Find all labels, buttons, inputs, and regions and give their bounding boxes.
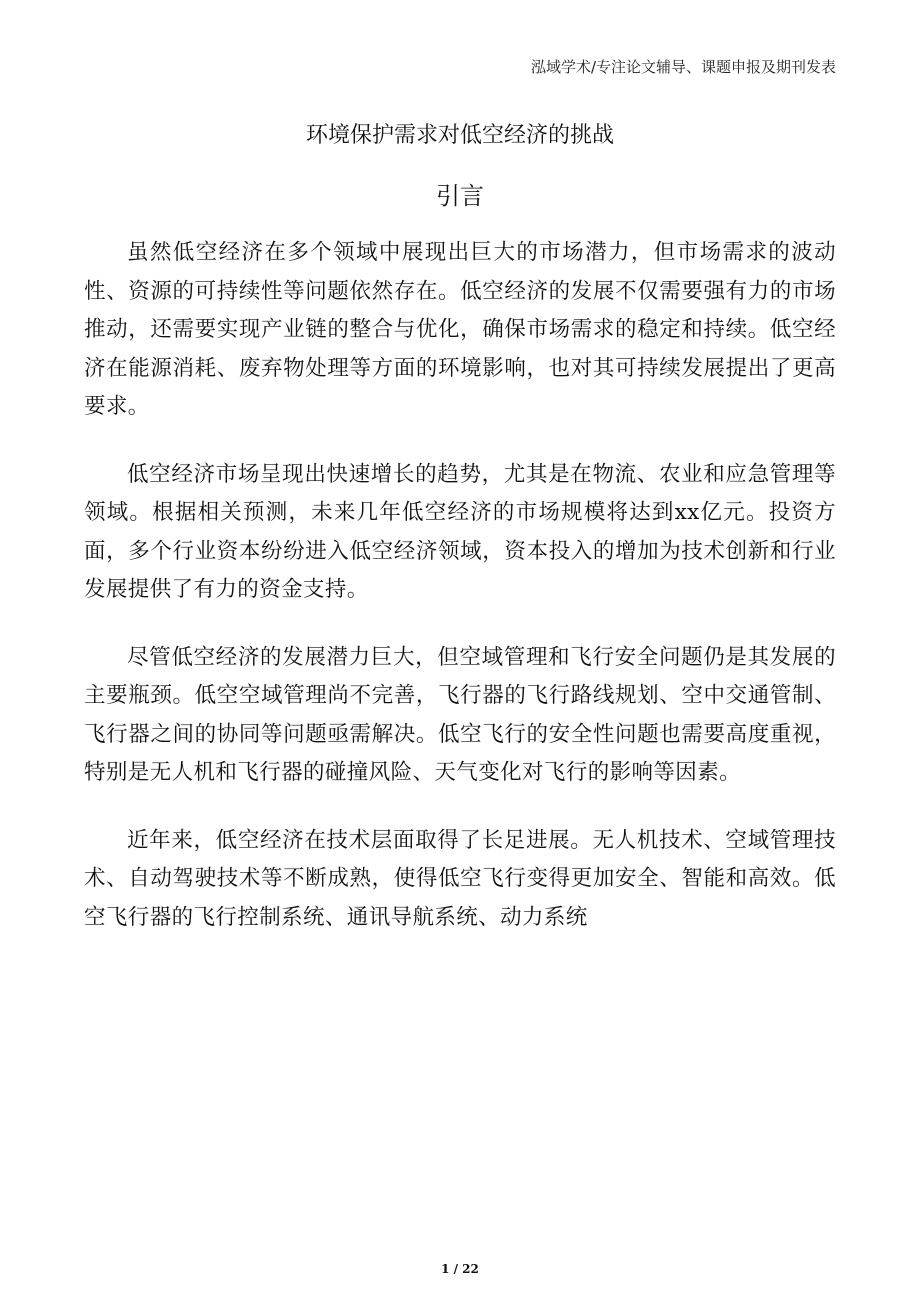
paragraph-1: 虽然低空经济在多个领域中展现出巨大的市场潜力，但市场需求的波动性、资源的可持续性等问题依然存在。低空经济的发展不仅需要强有力的市场推动，还需要实现产业链的整合与优化，确保市场需求的稳定和持续。低空经济在能源消耗、废弃物处理等方面的环境影响，也对其可持续发展提出了更高要求。 xyxy=(84,240,836,419)
paragraph-4: 近年来，低空经济在技术层面取得了长足进展。无人机技术、空域管理技术、自动驾驶技术等不断成熟，使得低空飞行变得更加安全、智能和高效。低空飞行器的飞行控制系统、通讯导航系统、动力系统 xyxy=(84,827,836,930)
page-number: 1 / 22 xyxy=(441,1262,479,1276)
section-heading: 引言 xyxy=(436,182,484,210)
page-header: 泓域学术/专注论文辅导、课题申报及期刊发表 xyxy=(530,58,836,76)
document-title: 环境保护需求对低空经济的挑战 xyxy=(305,123,614,148)
header-divider xyxy=(84,86,836,87)
document-body xyxy=(84,234,836,966)
paragraph-2: 低空经济市场呈现出快速增长的趋势，尤其是在物流、农业和应急管理等领域。根据相关预测，未来几年低空经济的市场规模将达到xx亿元。投资方面，多个行业资本纷纷进入低空经济领域，资本投入的增加为技术创新和行业发展提供了有力的资金支持。 xyxy=(84,461,836,602)
paragraph-3: 尽管低空经济的发展潜力巨大，但空域管理和飞行安全问题仍是其发展的主要瓶颈。低空空域管理尚不完善，飞行器的飞行路线规划、空中交通管制、飞行器之间的协同等问题亟需解决。低空飞行的安全性问题也需要高度重视，特别是无人机和飞行器的碰撞风险、天气变化对飞行的影响等因素。 xyxy=(84,644,836,785)
